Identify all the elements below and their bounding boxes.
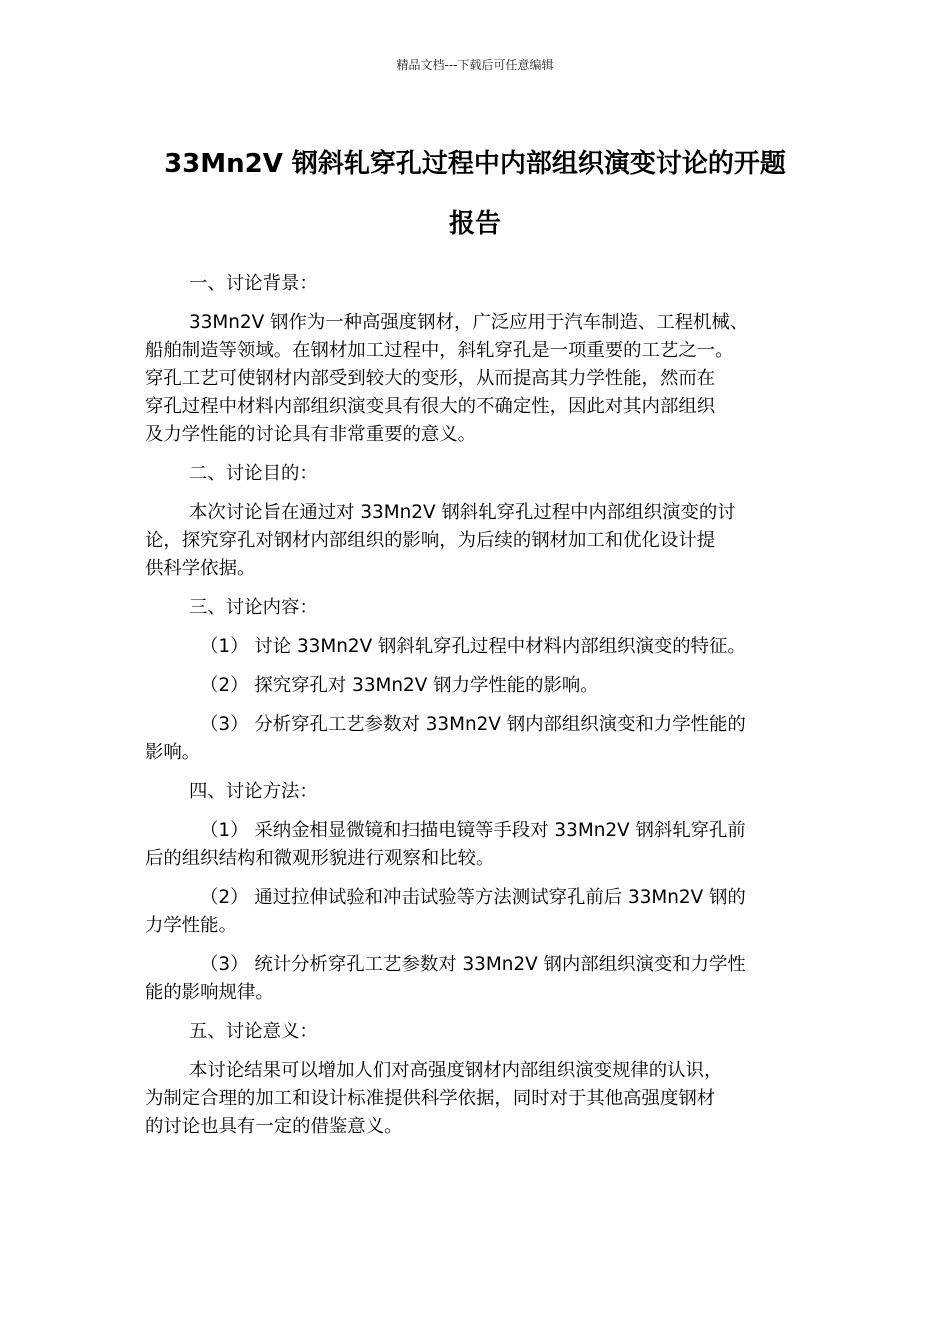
title-line-1: 33Mn2V 钢斜轧穿孔过程中内部组织演变讨论的开题 xyxy=(164,149,786,179)
paragraph-line: 供科学依据。 xyxy=(145,558,256,579)
section-heading-content: 三、讨论内容： xyxy=(189,597,318,618)
method-item-1 xyxy=(145,817,810,873)
content-item-1: （1） 讨论 33Mn2V 钢斜轧穿孔过程中材料内部组织演变的特征。 xyxy=(200,636,746,657)
paragraph-line: 论，探究穿孔对钢材内部组织的影响，为后续的钢材加工和优化设计提 xyxy=(145,530,716,551)
paragraph-line: 本讨论结果可以增加人们对高强度钢材内部组织演变规律的认识， xyxy=(189,1060,723,1081)
list-item-line: 力学性能。 xyxy=(145,915,237,936)
list-item-line: （3） 统计分析穿孔工艺参数对 33Mn2V 钢内部组织演变和力学性 xyxy=(200,954,746,975)
header-note: 精品文档---下载后可任意编辑 xyxy=(396,58,554,72)
paragraph-background xyxy=(145,309,810,449)
section-heading-significance: 五、讨论意义： xyxy=(189,1021,318,1042)
document-body xyxy=(145,270,810,1141)
content-item-3 xyxy=(145,711,810,767)
list-item-line: 能的影响规律。 xyxy=(145,982,274,1003)
list-item-line: （3） 分析穿孔工艺参数对 33Mn2V 钢内部组织演变和力学性能的 xyxy=(200,714,746,735)
content-item-2: （2） 探究穿孔对 33Mn2V 钢力学性能的影响。 xyxy=(200,675,599,696)
list-item-line: （2） 通过拉伸试验和冲击试验等方法测试穿孔前后 33Mn2V 钢的 xyxy=(200,887,746,908)
document-title xyxy=(140,134,810,254)
section-heading-purpose: 二、讨论目的： xyxy=(189,463,318,484)
title-line-2: 报告 xyxy=(448,209,501,239)
paragraph-line: 穿孔过程中材料内部组织演变具有很大的不确定性，因此对其内部组织 xyxy=(145,396,716,417)
paragraph-line: 的讨论也具有一定的借鉴意义。 xyxy=(145,1116,403,1137)
paragraph-line: 33Mn2V 钢作为一种高强度钢材，广泛应用于汽车制造、工程机械、 xyxy=(189,312,749,333)
method-item-3 xyxy=(145,951,810,1007)
paragraph-line: 穿孔工艺可使钢材内部受到较大的变形，从而提高其力学性能，然而在 xyxy=(145,368,716,389)
paragraph-line: 及力学性能的讨论具有非常重要的意义。 xyxy=(145,424,477,445)
list-item-line: （1） 采纳金相显微镜和扫描电镜等手段对 33Mn2V 钢斜轧穿孔前 xyxy=(200,820,746,841)
section-heading-method: 四、讨论方法： xyxy=(189,781,318,802)
list-item-line: 后的组织结构和微观形貌进行观察和比较。 xyxy=(145,848,495,869)
method-item-2 xyxy=(145,884,810,940)
paragraph-line: 船舶制造等领域。在钢材加工过程中，斜轧穿孔是一项重要的工艺之一。 xyxy=(145,340,734,361)
paragraph-purpose xyxy=(145,499,810,583)
paragraph-line: 本次讨论旨在通过对 33Mn2V 钢斜轧穿孔过程中内部组织演变的讨 xyxy=(189,502,736,523)
paragraph-significance xyxy=(145,1057,810,1141)
list-item-line: 影响。 xyxy=(145,742,201,763)
paragraph-line: 为制定合理的加工和设计标准提供科学依据，同时对于其他高强度钢材 xyxy=(145,1088,716,1109)
section-heading-background: 一、讨论背景： xyxy=(189,273,318,294)
